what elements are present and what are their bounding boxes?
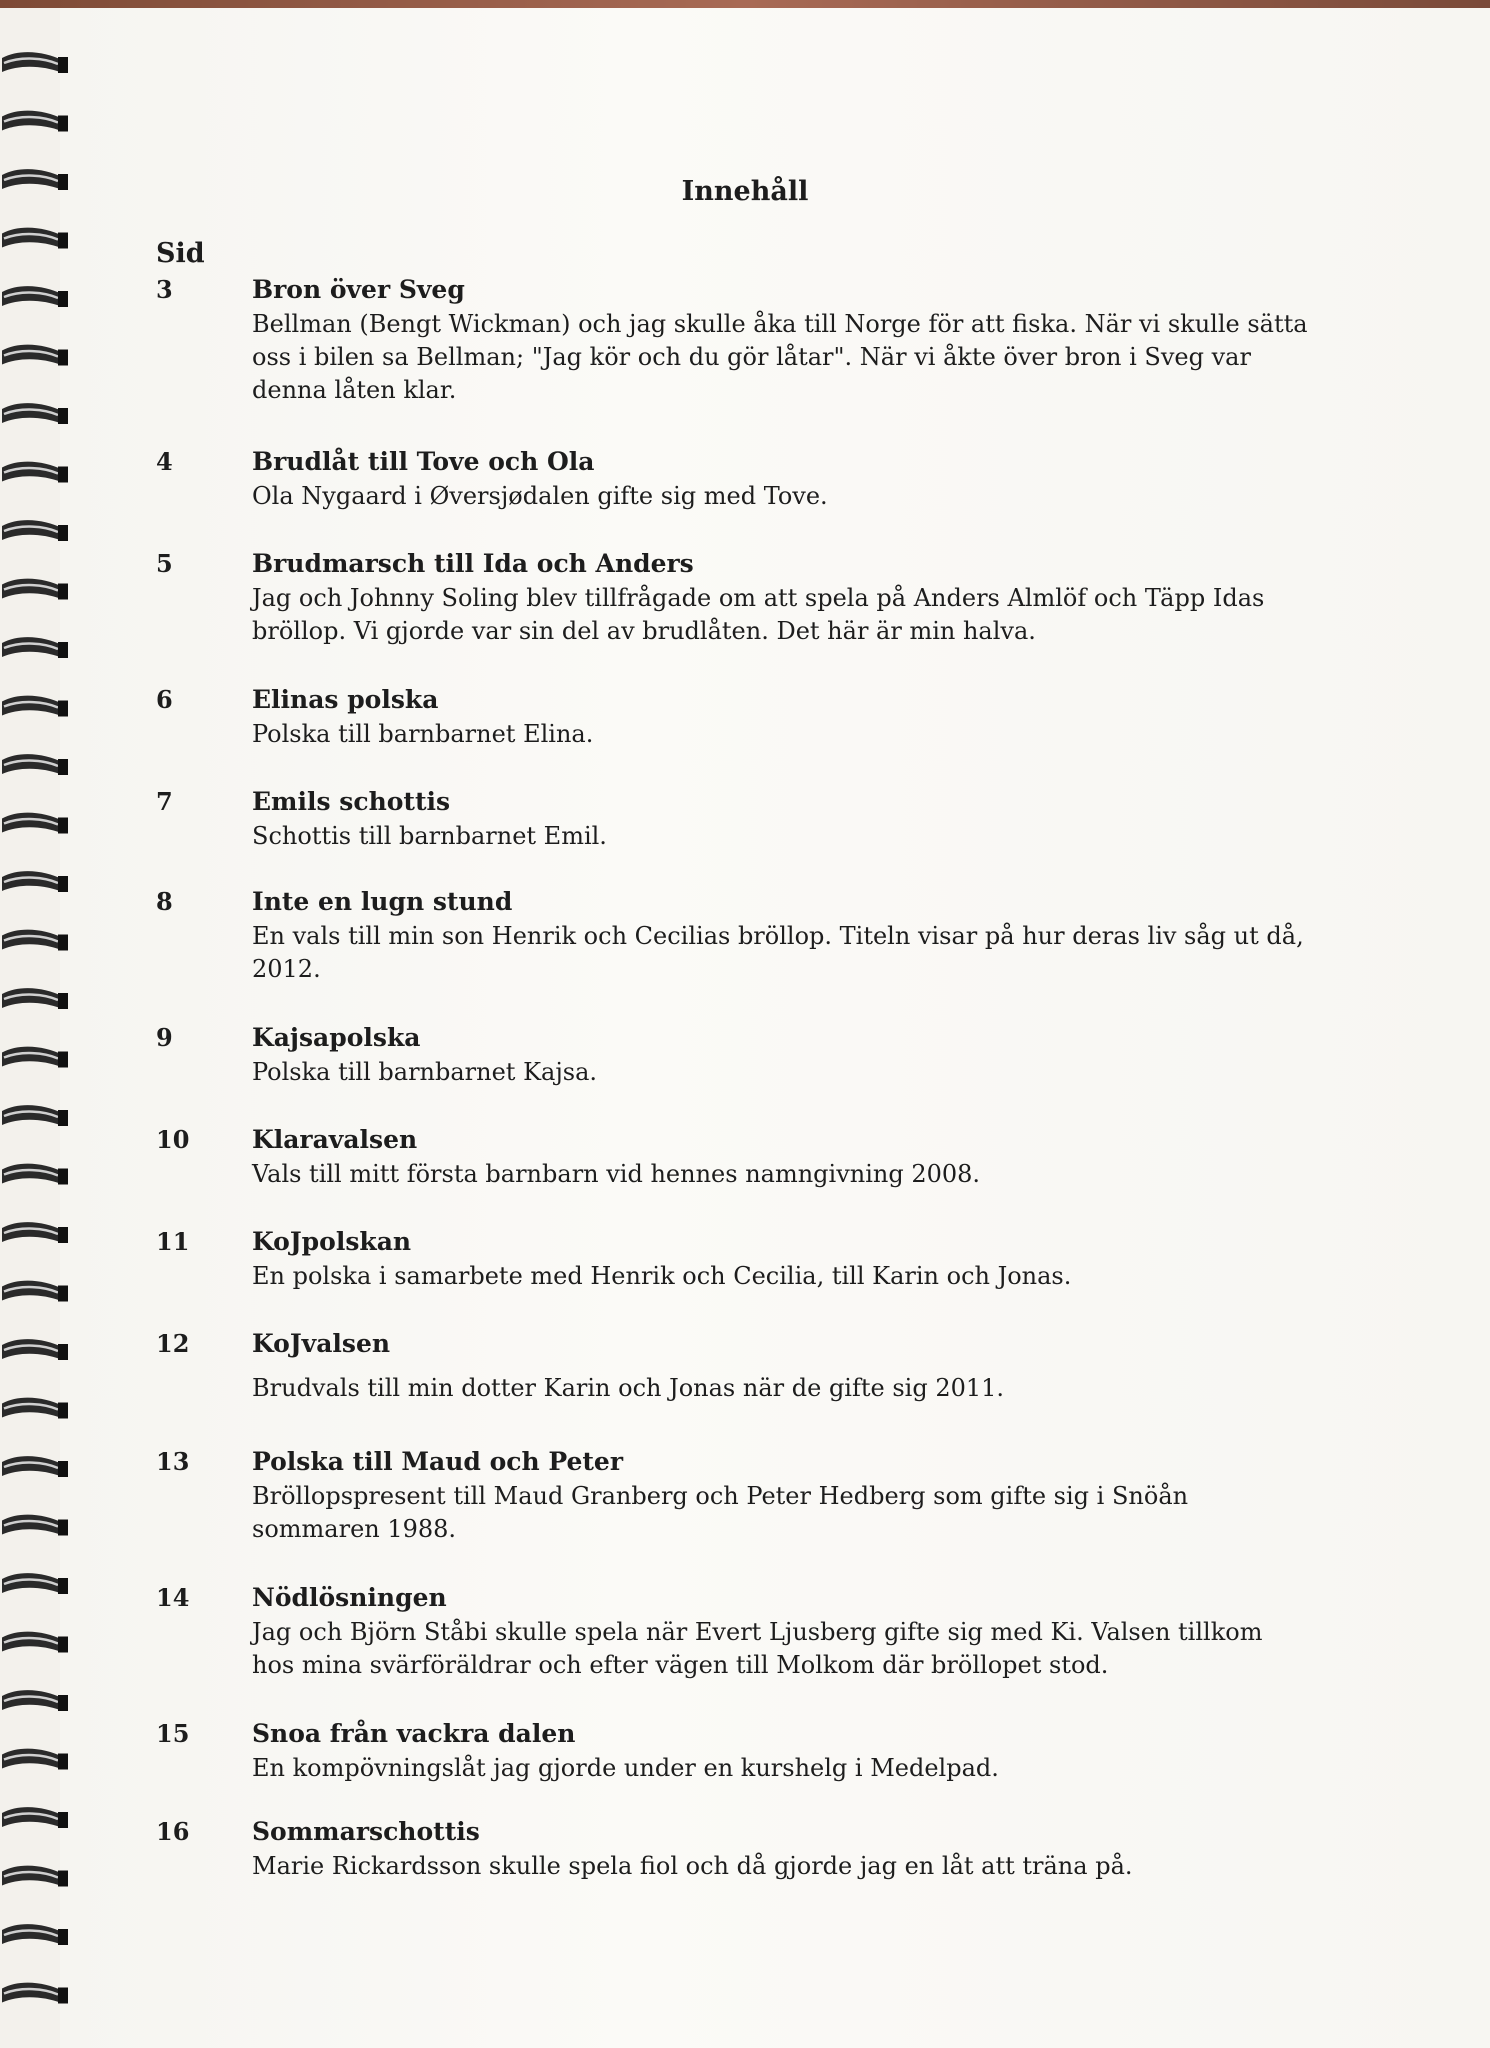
entry-page-number: 11 [156, 1227, 190, 1256]
entry-title: Brudlåt till Tove och Ola [252, 447, 595, 476]
entry-description: Polska till barnbarnet Elina. [252, 720, 594, 748]
binding-hole [58, 1695, 68, 1711]
entry-description: Bellman (Bengt Wickman) och jag skulle åka till Norge för att fiska. När vi skulle sätta oss i bilen sa Bellman; "Jag kör och du gör låtar". När vi åkte över bron i Sveg var denna låten klar. [252, 310, 1308, 404]
binding-hole [58, 408, 68, 424]
top-edge [0, 0, 1490, 8]
entry-description: Bröllopspresent till Maud Granberg och Peter Hedberg som gifte sig i Snöån sommaren 1988. [252, 1482, 1189, 1543]
entry-title: Polska till Maud och Peter [252, 1447, 624, 1476]
binding-hole [58, 584, 68, 600]
entry-title: Emils schottis [252, 787, 451, 816]
entry-page-number: 13 [156, 1447, 190, 1476]
entry-description: En kompövningslåt jag gjorde under en kurshelg i Medelpad. [252, 1754, 999, 1782]
entry-description: Brudvals till min dotter Karin och Jonas när de gifte sig 2011. [252, 1374, 1005, 1402]
binding-hole [58, 116, 68, 132]
binding-hole [58, 350, 68, 366]
spiral-binding [0, 40, 78, 2040]
entry-page-number: 14 [156, 1583, 190, 1612]
binding-hole [58, 291, 68, 307]
entry-description: Jag och Björn Ståbi skulle spela när Evert Ljusberg gifte sig med Ki. Valsen tillkom hos mina svärföräldrar och efter vägen till Molkom där bröllopet stod. [252, 1618, 1263, 1679]
binding-hole [58, 1052, 68, 1068]
binding-hole [58, 935, 68, 951]
entry-page-number: 9 [156, 1023, 173, 1052]
entry-page-number: 12 [156, 1329, 190, 1358]
page-title: Innehåll [681, 176, 809, 207]
binding-hole [58, 1637, 68, 1653]
binding-hole [58, 1227, 68, 1243]
binding-hole [58, 1871, 68, 1887]
page-column-header: Sid [156, 238, 205, 269]
entry-page-number: 16 [156, 1817, 190, 1846]
binding-hole [58, 1286, 68, 1302]
binding-hole [58, 1169, 68, 1185]
binding-hole [58, 993, 68, 1009]
entry-description: Ola Nygaard i Øversjødalen gifte sig med Tove. [252, 482, 828, 510]
binding-hole [58, 1344, 68, 1360]
entry-page-number: 15 [156, 1719, 190, 1748]
entry-title: KoJvalsen [252, 1329, 391, 1358]
entry-title: Kajsapolska [252, 1023, 421, 1052]
entry-title: Elinas polska [252, 685, 439, 714]
binding-hole [58, 233, 68, 249]
entry-title: Klaravalsen [252, 1125, 418, 1154]
entry-title: KoJpolskan [252, 1227, 412, 1256]
binding-hole [58, 1929, 68, 1945]
binding-hole [58, 1812, 68, 1828]
entry-title: Brudmarsch till Ida och Anders [252, 549, 694, 578]
entry-page-number: 10 [156, 1125, 190, 1154]
binding-hole [58, 818, 68, 834]
binding-hole [58, 1461, 68, 1477]
binding-hole [58, 759, 68, 775]
entry-description: Jag och Johnny Soling blev tillfrågade om att spela på Anders Almlöf och Täpp Idas bröllop. Vi gjorde var sin del av brudlåten. Det här är min halva. [252, 584, 1265, 645]
binding-hole [58, 467, 68, 483]
binding-hole [58, 1988, 68, 2004]
binding-hole [58, 525, 68, 541]
entry-page-number: 4 [156, 447, 173, 476]
binding-hole [58, 57, 68, 73]
entry-description: Marie Rickardsson skulle spela fiol och då gjorde jag en låt att träna på. [252, 1852, 1133, 1880]
entry-page-number: 5 [156, 549, 173, 578]
binding-hole [58, 701, 68, 717]
binding-hole [58, 1578, 68, 1594]
binding-hole [58, 1520, 68, 1536]
entry-page-number: 8 [156, 887, 173, 916]
entry-title: Nödlösningen [252, 1583, 447, 1612]
entry-title: Inte en lugn stund [252, 887, 513, 916]
entry-description: Vals till mitt första barnbarn vid hennes namngivning 2008. [252, 1160, 981, 1188]
entry-page-number: 3 [156, 275, 173, 304]
entry-page-number: 6 [156, 685, 173, 714]
entry-title: Bron över Sveg [252, 275, 465, 304]
binding-hole [58, 1403, 68, 1419]
entry-description: En vals till min son Henrik och Cecilias bröllop. Titeln visar på hur deras liv såg ut då, 2012. [252, 922, 1304, 983]
binding-hole [58, 1754, 68, 1770]
entry-description: Polska till barnbarnet Kajsa. [252, 1058, 598, 1086]
binding-hole [58, 876, 68, 892]
entry-description: En polska i samarbete med Henrik och Cecilia, till Karin och Jonas. [252, 1262, 1072, 1290]
entry-title: Snoa från vackra dalen [252, 1719, 576, 1748]
entry-description: Schottis till barnbarnet Emil. [252, 822, 607, 850]
binding-hole [58, 642, 68, 658]
entry-page-number: 7 [156, 787, 173, 816]
binding-hole [58, 1110, 68, 1126]
entry-title: Sommarschottis [252, 1817, 480, 1846]
